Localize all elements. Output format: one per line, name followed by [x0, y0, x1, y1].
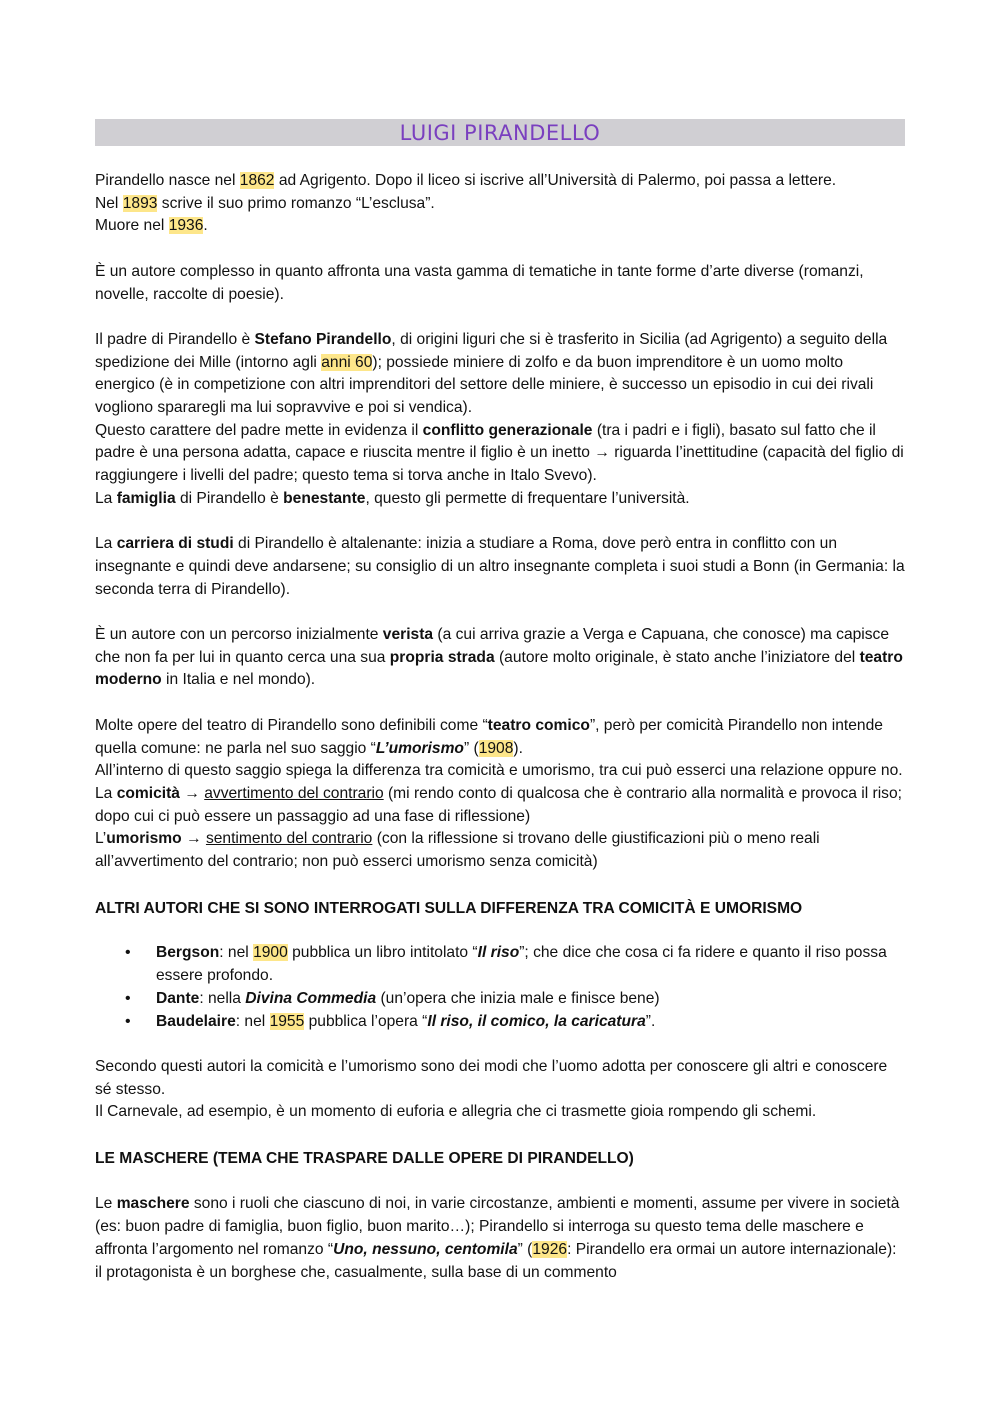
text: ” (	[517, 1240, 533, 1258]
text: scrive il suo primo romanzo “L’esclusa”.	[157, 194, 435, 212]
paragraph-family	[95, 488, 905, 511]
paragraph-maschere	[95, 1193, 905, 1284]
paragraph-father	[95, 329, 905, 420]
paragraph-carnevale: Il Carnevale, ad esempio, è un momento di euforia e allegria che ci trasmette gioia rompendo gli schemi.	[95, 1103, 817, 1121]
bold-text: maschere	[116, 1195, 190, 1213]
author-name: Bergson	[156, 944, 220, 962]
text: ” (	[463, 739, 479, 757]
document-title: LUIGI PIRANDELLO	[95, 119, 905, 146]
list-item-baudelaire	[156, 1011, 905, 1034]
text: : nel	[219, 944, 254, 962]
text: Pirandello nasce nel	[95, 172, 240, 189]
year-highlight: 1926	[532, 1240, 568, 1258]
bold-text: teatro comico	[487, 716, 590, 734]
year-highlight: 1900	[253, 944, 288, 962]
section-heading-altri-autori: ALTRI AUTORI CHE SI SONO INTERROGATI SULLA DIFFERENZA TRA COMICITÀ E UMORISMO	[95, 899, 803, 917]
list-item-bergson	[156, 942, 905, 987]
paragraph-umorismo	[95, 828, 905, 873]
work-title: Divina Commedia	[245, 989, 377, 1007]
text: (con la riflessione si trovano delle giustificazioni più o meno reali all’avvertimento del contrario; non può esserci umorismo senza comicità)	[95, 830, 820, 871]
text: Questo carattere del padre mette in evidenza il	[95, 421, 423, 439]
arrow-text: →	[181, 830, 206, 848]
text: , questo gli permette di frequentare l’università.	[365, 489, 690, 507]
paragraph-verista	[95, 624, 905, 692]
text: : nella	[199, 989, 246, 1007]
bold-text: benestante	[283, 489, 366, 507]
paragraph-teatro	[95, 715, 905, 760]
paragraph-saggio: All’interno di questo saggio spiega la differenza tra comicità e umorismo, tra cui può esserci una relazione oppure no.	[95, 762, 903, 780]
year-highlight: 1936	[168, 217, 204, 235]
list-item-dante	[156, 988, 905, 1011]
text: La	[95, 489, 117, 507]
section-heading-maschere: LE MASCHERE (TEMA CHE TRASPARE DALLE OPERE DI PIRANDELLO)	[95, 1150, 634, 1168]
text: : nel	[235, 1012, 270, 1030]
text: Muore nel	[95, 217, 169, 235]
year-highlight: 1955	[269, 1012, 305, 1030]
bold-text: propria strada	[389, 648, 495, 666]
text: (tra i padri e i figli), basato sul fatto che il padre è una persona adatta, capace e riuscita mentre il figlio è un inetto → riguarda l’inettitudine (capacità del figlio di raggiungere i livelli del padre; questo tema si torva anche in Italo Svevo).	[95, 421, 904, 485]
bold-text: carriera di studi	[116, 535, 234, 553]
text: in Italia e nel mondo).	[161, 671, 316, 689]
intro-line-2	[95, 193, 905, 216]
year-highlight: 1862	[239, 172, 275, 189]
text: sono i ruoli che ciascuno di noi, in varie circostanze, ambienti e momenti, assume per vivere in società (es: buon padre di famiglia, buon figlio, buon marito…); Pirandello si interroga su questo tema delle maschere e affronta l’argomento nel romanzo “	[95, 1195, 900, 1258]
intro-line-1	[95, 170, 905, 193]
text: di Pirandello è altalenante: inizia a studiare a Roma, dove però entra in conflitto con un insegnante e quindi deve andarsene; su consiglio di un altro insegnante completa i suoi studi a Bonn (in Germania: la seconda terra di Pirandello).	[95, 535, 905, 598]
author-name: Dante	[156, 989, 200, 1007]
bold-text: conflitto generazionale	[422, 421, 593, 439]
work-title: Il riso, il comico, la caricatura	[427, 1012, 646, 1030]
work-title: Il riso	[477, 944, 520, 962]
text: (autore molto originale, è stato anche l’iniziatore del	[494, 648, 860, 666]
text: ”; che dice che cosa ci fa ridere e quanto il riso possa essere profondo.	[156, 944, 887, 985]
paragraph-complex: È un autore complesso in quanto affronta una vasta gamma di tematiche in tante forme d’arte diverse (romanzi, novelle, raccolte di poesie).	[95, 262, 864, 303]
text: .	[203, 217, 208, 235]
text: È un autore con un percorso inizialmente	[95, 626, 383, 643]
text: (mi rendo conto di qualcosa che è contrario alla normalità e provoca il riso; dopo cui ci può essere un passaggio ad una fase di riflessione)	[95, 784, 902, 825]
text: pubblica l’opera “	[304, 1012, 428, 1030]
text: Le	[95, 1195, 117, 1213]
underlined-text: sentimento del contrario	[205, 830, 373, 848]
paragraph-studies	[95, 533, 905, 601]
bold-text: umorismo	[106, 830, 182, 848]
paragraph-comicita	[95, 783, 905, 828]
text: (a cui arriva grazie a Verga e Capuana, che conosce) ma capisce che non fa per lui in quanto cerca una sua	[95, 626, 890, 666]
paragraph-secondo: Secondo questi autori la comicità e l’umorismo sono dei modi che l’uomo adotta per conoscere gli altri e conoscere sé stesso.	[95, 1057, 888, 1098]
bold-text: verista	[382, 626, 434, 643]
year-highlight: anni 60	[321, 353, 373, 371]
text: La	[95, 784, 117, 802]
text: ).	[513, 739, 523, 757]
paragraph-conflict	[95, 420, 905, 488]
text: , di origini liguri che si è trasferito in Sicilia (ad Agrigento) a seguito della spedizione dei Mille (intorno agli	[95, 330, 888, 371]
underlined-text: avvertimento del contrario	[204, 784, 384, 802]
bold-text: comicità	[116, 784, 180, 802]
text: ad Agrigento. Dopo il liceo si iscrive all’Università di Palermo, poi passa a lettere.	[274, 172, 837, 189]
text: ); possiede miniere di zolfo e da buon imprenditore è un uomo molto energico (è in competizione con altri imprenditori del settore delle miniere, è successo un episodio in cui dei rivali vogliono spararegli ma lui sopravvive e poi si vendica).	[95, 353, 874, 416]
text: La	[95, 535, 117, 553]
work-title: Uno, nessuno, centomila	[333, 1240, 518, 1258]
bold-text: famiglia	[116, 489, 176, 507]
text: ”, però per comicità Pirandello non intende quella comune: ne parla nel suo saggio “	[95, 716, 883, 757]
bold-text: Stefano Pirandello	[254, 330, 392, 348]
text: (un’opera che inizia male e finisce bene)	[376, 989, 660, 1007]
year-highlight: 1893	[122, 194, 158, 212]
text: Molte opere del teatro di Pirandello sono definibili come “	[95, 716, 488, 734]
bold-text: teatro moderno	[95, 648, 903, 689]
author-name: Baudelaire	[156, 1012, 236, 1030]
intro-line-3	[95, 215, 905, 238]
text: Il padre di Pirandello è	[95, 330, 255, 348]
year-highlight: 1908	[478, 739, 514, 757]
arrow-text: →	[179, 784, 205, 802]
text: ”.	[645, 1012, 656, 1030]
text: : Pirandello era ormai un autore internazionale): il protagonista è un borghese che, casualmente, sulla base di un commento	[95, 1240, 897, 1281]
bold-italic-text: L’umorismo	[375, 739, 464, 757]
authors-list	[95, 942, 905, 1033]
text: di Pirandello è	[175, 489, 284, 507]
text: L’	[95, 830, 107, 848]
text: pubblica un libro intitolato “	[287, 944, 478, 962]
document-page	[95, 119, 905, 1284]
text: Nel	[95, 194, 123, 212]
